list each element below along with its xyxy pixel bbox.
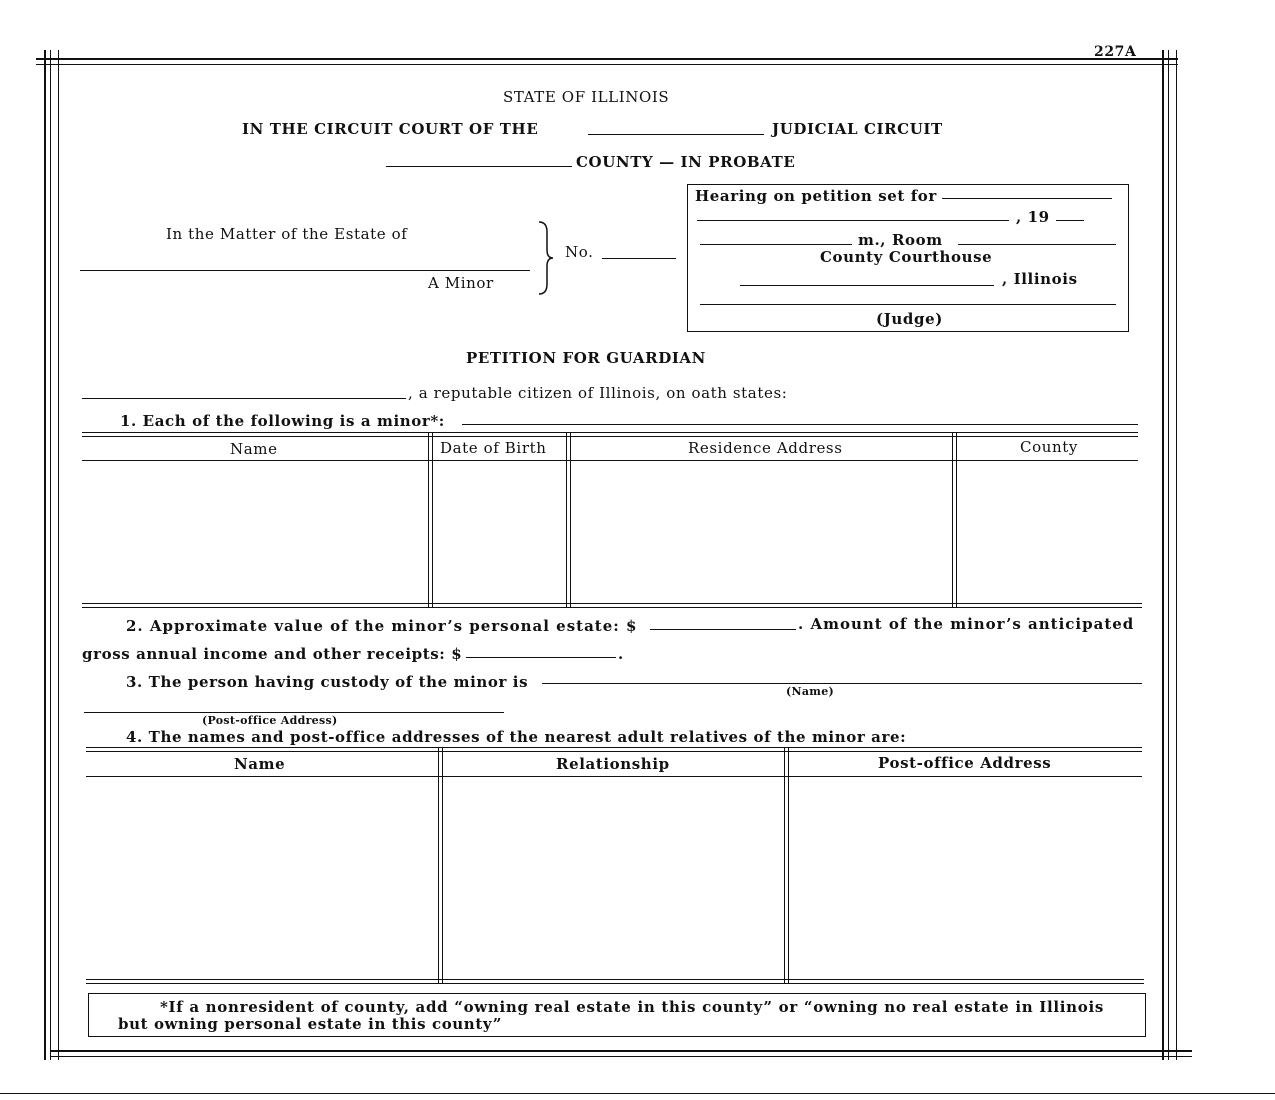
custodian-address-blank[interactable] xyxy=(84,712,504,713)
footnote-line-1: *If a nonresident of county, add “owning real estate in this county” or “owning no real estate in Illinois xyxy=(160,998,1105,1016)
circuit-court-prefix: IN THE CIRCUIT COURT OF THE xyxy=(242,120,539,138)
hearing-date-blank[interactable] xyxy=(942,198,1112,199)
relatives-col-address: Post-office Address xyxy=(878,754,1052,772)
address-caption: (Post-office Address) xyxy=(202,714,338,727)
form-number: 227A xyxy=(1094,44,1137,60)
minors-col-name: Name xyxy=(230,440,278,458)
matter-of-estate: In the Matter of the Estate of xyxy=(166,225,408,243)
judge-signature-blank[interactable] xyxy=(700,304,1116,305)
hearing-year-label: , 19 xyxy=(1016,208,1050,226)
item-2-income: gross annual income and other receipts: $ xyxy=(82,645,463,663)
personal-estate-blank[interactable] xyxy=(650,629,796,630)
judge-label: (Judge) xyxy=(876,310,943,328)
hearing-label: Hearing on petition set for xyxy=(695,187,937,205)
minors-col-address: Residence Address xyxy=(688,439,843,457)
income-blank[interactable] xyxy=(466,657,616,658)
item-3-text: 3. The person having custody of the minor is xyxy=(126,673,529,691)
case-number-blank[interactable] xyxy=(602,258,676,259)
county-probate: COUNTY — IN PROBATE xyxy=(576,153,796,171)
hearing-room-blank[interactable] xyxy=(958,244,1116,245)
hearing-room-label: m., Room xyxy=(858,231,943,249)
relatives-col-relationship: Relationship xyxy=(556,755,670,773)
item-1-text: 1. Each of the following is a minor*: xyxy=(120,412,445,430)
a-minor-label: A Minor xyxy=(428,274,494,292)
case-number-label: No. xyxy=(565,243,594,261)
county-blank[interactable] xyxy=(386,166,572,167)
estate-name-blank[interactable] xyxy=(80,270,530,271)
petitioner-intro: , a reputable citizen of Illinois, on oath states: xyxy=(408,384,788,402)
relatives-col-name: Name xyxy=(234,755,286,773)
circuit-blank[interactable] xyxy=(588,134,764,135)
petitioner-name-blank[interactable] xyxy=(82,398,406,399)
scan-edge-line xyxy=(0,1093,1275,1094)
custodian-name-blank[interactable] xyxy=(542,683,1142,684)
minors-col-county: County xyxy=(1020,438,1078,456)
item-4-text: 4. The names and post-office addresses of the nearest adult relatives of the minor are: xyxy=(126,728,907,746)
courthouse-label: County Courthouse xyxy=(820,248,993,266)
hearing-year-blank[interactable] xyxy=(1056,220,1084,221)
footnote-line-2: but owning personal estate in this county” xyxy=(118,1015,502,1033)
petition-title: PETITION FOR GUARDIAN xyxy=(466,349,706,367)
case-brace xyxy=(535,220,555,296)
illinois-label: , Illinois xyxy=(1002,270,1078,288)
item-2-anticipated: . Amount of the minor’s anticipated xyxy=(798,615,1135,633)
hearing-time-blank[interactable] xyxy=(700,244,852,245)
hearing-city-blank[interactable] xyxy=(740,285,994,286)
name-caption: (Name) xyxy=(786,685,835,698)
minors-col-birth: Date of Birth xyxy=(440,439,547,457)
hearing-day-blank[interactable] xyxy=(697,220,1009,221)
state-heading: STATE OF ILLINOIS xyxy=(503,88,670,106)
item-1-blank[interactable] xyxy=(462,424,1138,425)
circuit-suffix: JUDICIAL CIRCUIT xyxy=(772,120,943,138)
item-2-text: 2. Approximate value of the minor’s personal estate: $ xyxy=(126,617,638,635)
item-2-period: . xyxy=(618,645,624,663)
